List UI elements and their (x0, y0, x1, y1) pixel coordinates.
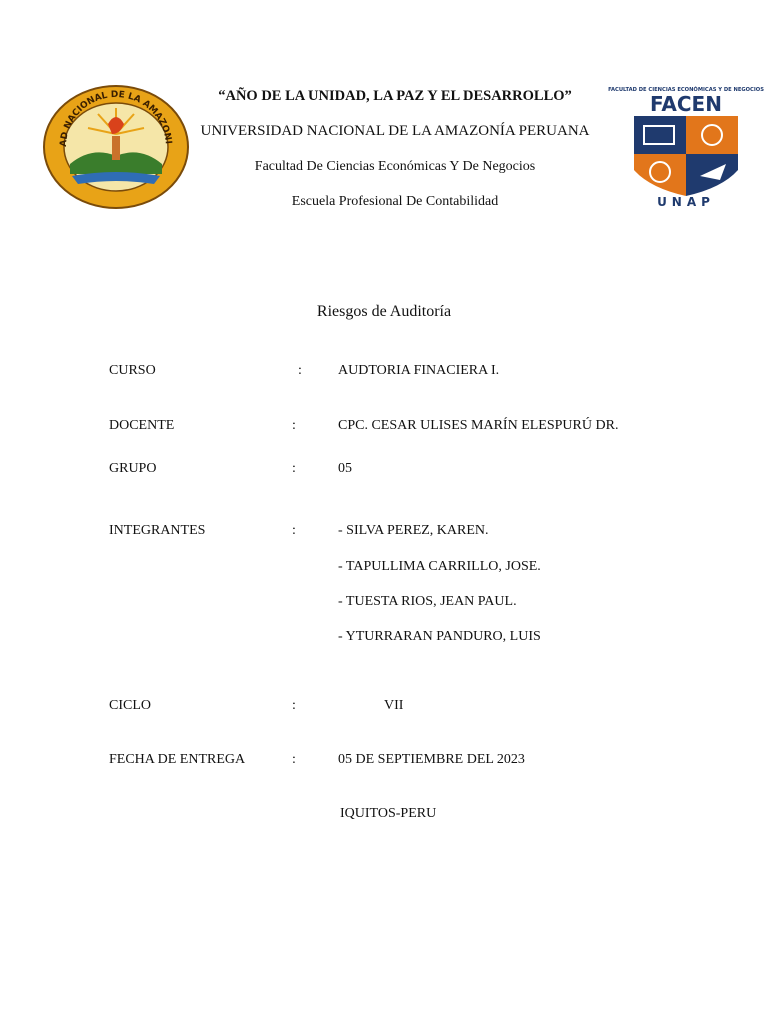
document-title: Riesgos de Auditoría (316, 303, 452, 320)
grupo-value: 05 (338, 461, 352, 476)
member-item: - SILVA PEREZ, KAREN. (338, 523, 489, 538)
integrantes-label: INTEGRANTES (109, 523, 206, 538)
integrantes-colon: : (292, 523, 296, 538)
docente-value: CPC. CESAR ULISES MARÍN ELESPURÚ DR. (338, 418, 619, 433)
curso-value: AUDTORIA FINACIERA I. (338, 363, 500, 378)
ciclo-value: VII (384, 698, 404, 713)
city-text: IQUITOS-PERU (340, 806, 437, 821)
seal-text: AD NACIONAL DE LA AMAZONI (58, 89, 173, 148)
university-name: UNIVERSIDAD NACIONAL DE LA AMAZONÍA PERUANA (200, 123, 590, 139)
curso-colon: : (298, 363, 302, 378)
curso-label: CURSO (109, 363, 156, 378)
docente-colon: : (292, 418, 296, 433)
fecha-colon: : (292, 752, 296, 767)
facen-footer-text: UNAP (657, 195, 715, 209)
ciclo-label: CICLO (109, 698, 151, 713)
facen-top-text: FACULTAD DE CIENCIAS ECONÓMICAS Y DE NEGOCIOS (608, 87, 764, 93)
fecha-label: FECHA DE ENTREGA (109, 752, 246, 767)
fecha-value: 05 DE SEPTIEMBRE DEL 2023 (338, 752, 525, 767)
facen-brand-text: FACEN (650, 92, 722, 116)
faculty-name: Facultad De Ciencias Económicas Y De Negocios (254, 159, 536, 174)
ciclo-colon: : (292, 698, 296, 713)
member-item: - TUESTA RIOS, JEAN PAUL. (338, 594, 517, 609)
member-item: - TAPULLIMA CARRILLO, JOSE. (338, 559, 541, 574)
grupo-label: GRUPO (109, 461, 157, 476)
motto-text: “AÑO DE LA UNIDAD, LA PAZ Y EL DESARROLLO” (218, 88, 572, 104)
docente-label: DOCENTE (109, 418, 175, 433)
school-name: Escuela Profesional De Contabilidad (291, 194, 499, 209)
grupo-colon: : (292, 461, 296, 476)
member-item: - YTURRARAN PANDURO, LUIS (338, 629, 541, 644)
